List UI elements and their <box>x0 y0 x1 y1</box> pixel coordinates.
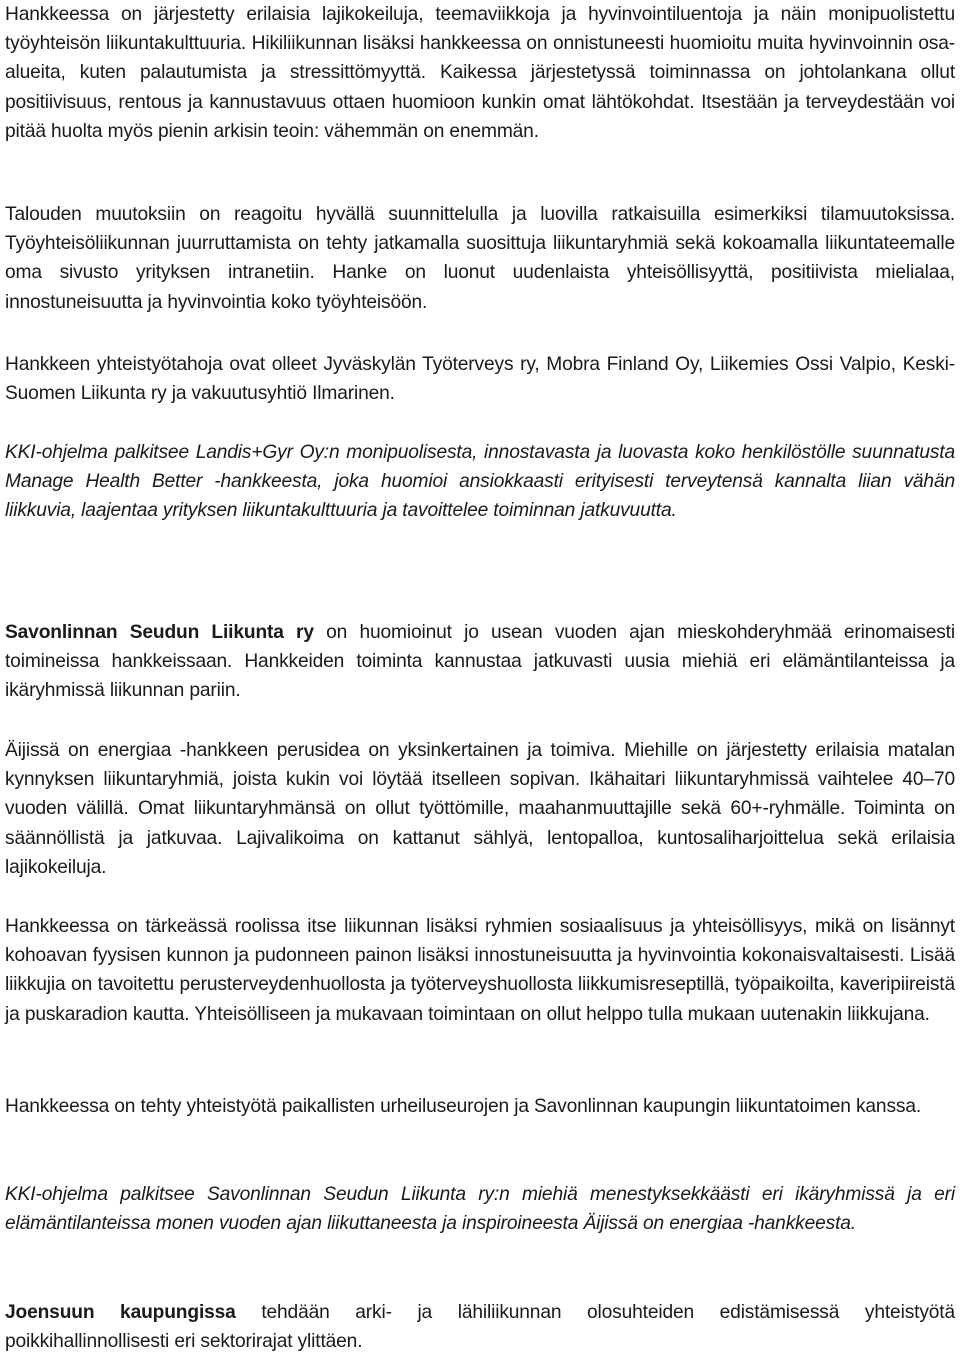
paragraph-hankkeessa-lajikokeiluja: Hankkeessa on järjestetty erilaisia lajikokeiluja, teemaviikkoja ja hyvinvointiluentoja ja näin monipuolistettu työyhteisön liikuntakulttuuria. Hikiliikunnan lisäksi hankkeessa on onnistuneesti huomioitu muita hyvinvoinnin osa-alueita, kuten palautumista ja stressittömyyttä. Kaikessa järjestetyssä toiminnassa on johtolankana ollut positiivisuus, rentous ja kannustavuus ottaen huomioon kunkin omat lähtökohdat. Itsestään ja terveydestään voi pitää huolta myös pienin arkisin teoin: vähemmän on enemmän. <box>5 4 955 142</box>
paragraph-sosiaalisuus: Hankkeessa on tärkeässä roolissa itse liikunnan lisäksi ryhmien sosiaalisuus ja yhteisöllisyys, mikä on lisännyt kohoavan fyysisen kunnon ja pudonneen painon lisäksi innostuneisuutta ja hyvinvointia kokonaisvaltaisesti. Lisää liikkujia on tavoitettu perusterveydenhuollosta ja työterveyshuollosta liikkumisreseptillä, työpaikoilta, kaveripiireistä ja puskaradion kautta. Yhteisölliseen ja mukavaan toimintaan on ollut helppo tulla mukaan uutenakin liikkujana. <box>5 916 955 1025</box>
paragraph-body: tehdään arki- ja lähiliikunnan olosuhteiden edistämisessä yhteistyötä poikkihallinnollisesti eri sektorirajat ylittäen. <box>5 1302 955 1353</box>
paragraph-kki-savonlinna: KKI-ohjelma palkitsee Savonlinnan Seudun Liikunta ry:n miehiä menestyksekkäästi eri ikäryhmissä ja eri elämäntilanteissa monen vuoden ajan liikuttaneesta ja inspiroineesta Äijissä on energiaa -hankkeesta. <box>5 1184 955 1235</box>
organization-name: Savonlinnan Seudun Liikunta ry <box>5 622 314 643</box>
paragraph-kki-landis-gyr: KKI-ohjelma palkitsee Landis+Gyr Oy:n monipuolisesta, innostavasta ja luovasta koko henkilöstölle suunnatusta Manage Health Better -hankkeesta, joka huomioi ansiokkaasti erityisesti terveytensä kannalta liian vähän liikkuvia, laajentaa yrityksen liikuntakulttuuria ja tavoittelee toiminnan jatkuvuutta. <box>5 442 955 522</box>
paragraph-aijissa-on-energiaa: Äijissä on energiaa -hankkeen perusidea on yksinkertainen ja toimiva. Miehille on järjestetty erilaisia matalan kynnyksen liikuntaryhmiä, joista kukin voi löytää itselleen sopivan. Ikähaitari liikuntaryhmissä vaihtelee 40–70 vuoden välillä. Omat liikuntaryhmänsä on ollut työttömille, maahanmuuttajille sekä 60+-ryhmälle. Toiminta on säännöllistä ja jatkuvaa. Lajivalikoima on kattanut sählyä, lentopalloa, kuntosaliharjoittelua sekä erilaisia lajikokeiluja. <box>5 740 955 878</box>
paragraph-yhteistyo-urheiluseurat: Hankkeessa on tehty yhteistyötä paikallisten urheiluseurojen ja Savonlinnan kaupungin liikuntatoimen kanssa. <box>5 1096 922 1117</box>
paragraph-talouden-muutoksiin: Talouden muutoksiin on reagoitu hyvällä suunnittelulla ja luovilla ratkaisuilla esimerkiksi tilamuutoksissa. Työyhteisöliikunnan juurruttamista on tehty jatkamalla suosittuja liikuntaryhmiä sekä kokoamalla liikuntateemalle oma sivusto yrityksen intranetiin. Hanke on luonut uudenlaista yhteisöllisyyttä, positiivista mielialaa, innostuneisuutta ja hyvinvointia koko työyhteisöön. <box>5 204 955 313</box>
paragraph-joensuun-kaupunki <box>5 1298 955 1356</box>
organization-name: Joensuun kaupungissa <box>5 1302 236 1323</box>
paragraph-body: on huomioinut jo usean vuoden ajan mieskohderyhmää erinomaisesti toimineissa hankkeissaan. Hankkeiden toiminta kannustaa jatkuvasti uusia miehiä eri elämäntilanteissa ja ikäryhmissä liikunnan pariin. <box>5 622 955 702</box>
paragraph-savonlinnan-seudun-liikunta <box>5 618 955 706</box>
paragraph-yhteistyotahot: Hankkeen yhteistyötahoja ovat olleet Jyväskylän Työterveys ry, Mobra Finland Oy, Liikemies Ossi Valpio, Keski-Suomen Liikunta ry ja vakuutusyhtiö Ilmarinen. <box>5 354 955 405</box>
